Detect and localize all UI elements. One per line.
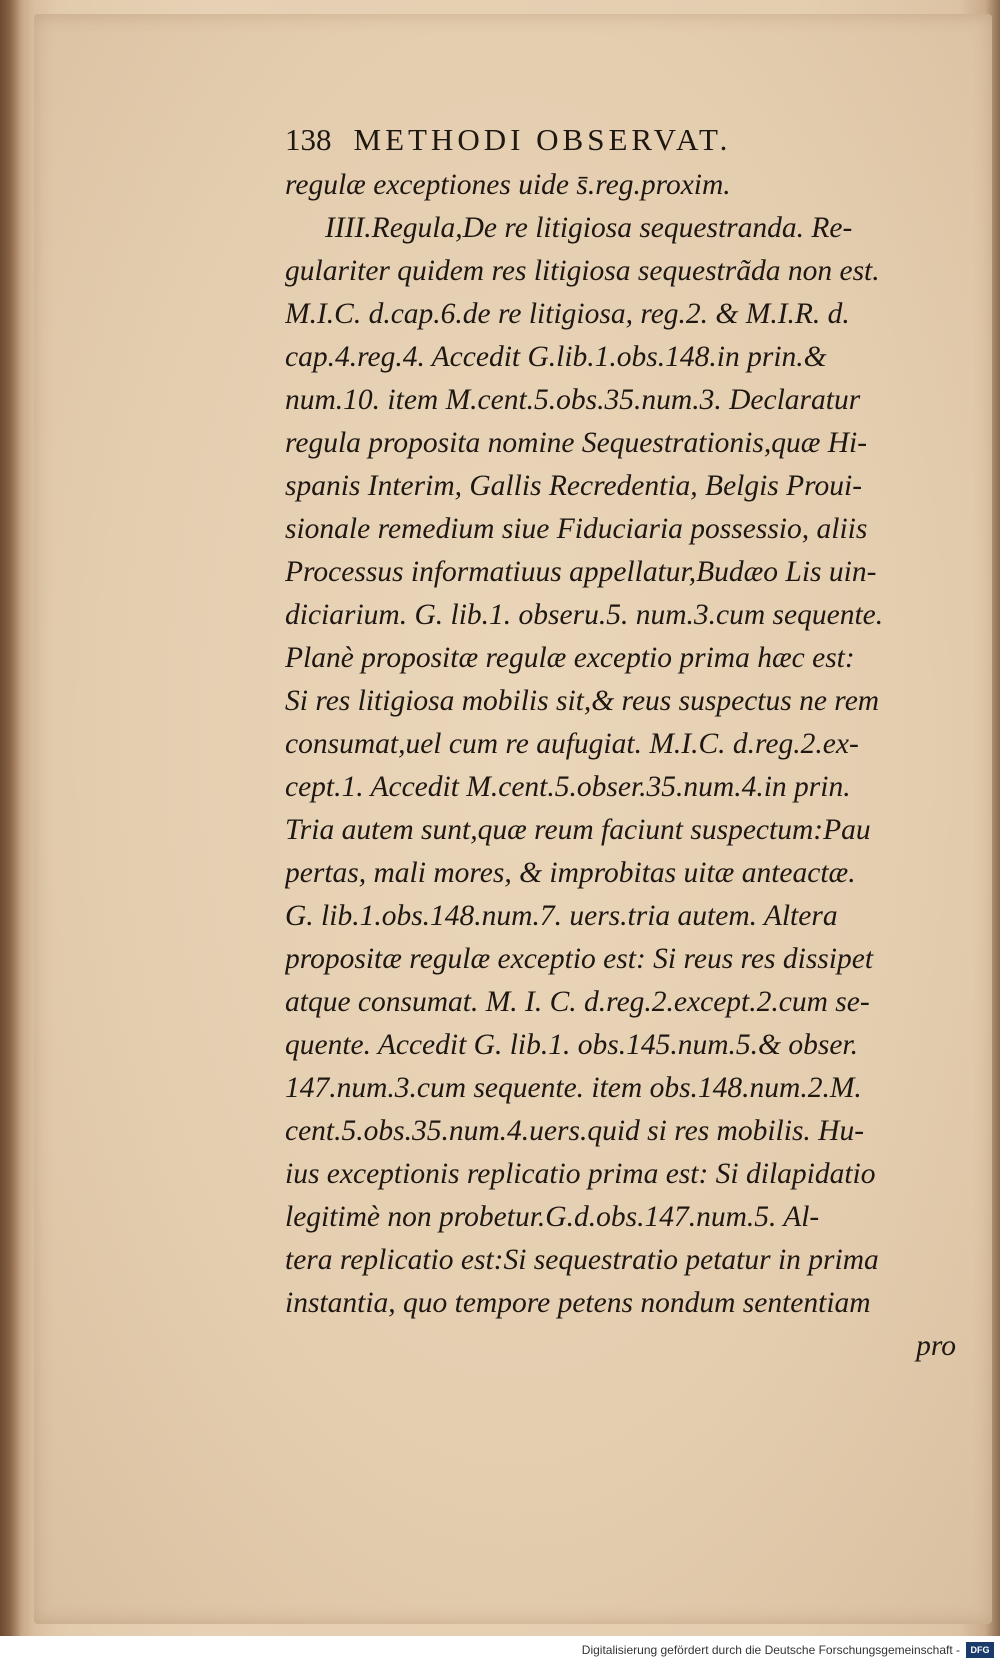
catchword: pro (916, 1330, 956, 1362)
dfg-logo: DFG (966, 1642, 994, 1658)
text-line-12: Planè propositæ regulæ exceptio prima hæc est: (285, 642, 855, 674)
text-line-7: regula proposita nomine Sequestrationis,quæ Hi- (285, 427, 868, 459)
funding-credit: Digitalisierung gefördert durch die Deutsche Forschungsgemeinschaft - (581, 1643, 960, 1657)
text-line-18: G. lib.1.obs.148.num.7. uers.tria autem. Altera (285, 900, 838, 932)
text-line-21: quente. Accedit G. lib.1. obs.145.num.5.& obser. (285, 1029, 859, 1061)
text-line-8: spanis Interim, Gallis Recredentia, Belgis Proui- (285, 470, 863, 502)
text-line-9: sionale remedium siue Fiduciaria possessio, aliis (285, 513, 868, 545)
text-line-6: num.10. item M.cent.5.obs.35.num.3. Declaratur (285, 384, 861, 416)
text-line-3: gulariter quidem res litigiosa sequestrãda non est. (285, 255, 880, 287)
text-line-15: cept.1. Accedit M.cent.5.obser.35.num.4.in prin. (285, 771, 851, 803)
text-line-5: cap.4.reg.4. Accedit G.lib.1.obs.148.in prin.& (285, 341, 827, 373)
text-line-27: instantia, quo tempore petens nondum sententiam (285, 1287, 871, 1319)
text-line-24: ius exceptionis replicatio prima est: Si dilapidatio (285, 1158, 876, 1190)
text-line-17: pertas, mali mores, & improbitas uitæ anteactæ. (285, 857, 856, 889)
text-line-26: tera replicatio est:Si sequestratio petatur in prima (285, 1244, 879, 1276)
page-number: 138 (285, 122, 332, 157)
text-line-13: Si res litigiosa mobilis sit,& reus suspectus ne rem (285, 685, 880, 717)
text-line-1: regulæ exceptiones uide s̄.reg.proxim. (285, 169, 731, 201)
text-line-19: propositæ regulæ exceptio est: Si reus res dissipet (285, 943, 874, 975)
text-line-4: M.I.C. d.cap.6.de re litigiosa, reg.2. & M.I.R. d. (285, 298, 850, 330)
text-line-2: IIII.Regula,De re litigiosa sequestranda. Re- (325, 212, 853, 244)
text-line-25: legitimè non probetur.G.d.obs.147.num.5. Al- (285, 1201, 820, 1233)
text-line-16: Tria autem sunt,quæ reum faciunt suspectum:Pau (285, 814, 871, 846)
text-line-20: atque consumat. M. I. C. d.reg.2.except.2.cum se- (285, 986, 870, 1018)
text-line-23: cent.5.obs.35.num.4.uers.quid si res mobilis. Hu- (285, 1115, 865, 1147)
running-title: METHODI OBSERVAT. (353, 122, 732, 157)
text-block (285, 118, 960, 1368)
text-line-22: 147.num.3.cum sequente. item obs.148.num.2.M. (285, 1072, 862, 1104)
digitization-footer (0, 1636, 1000, 1666)
text-line-14: consumat,uel cum re aufugiat. M.I.C. d.reg.2.ex- (285, 728, 859, 760)
text-line-11: diciarium. G. lib.1. obseru.5. num.3.cum sequente. (285, 599, 884, 631)
text-line-10: Processus informatiuus appellatur,Budæo Lis uin- (285, 556, 877, 588)
running-header (285, 118, 960, 164)
